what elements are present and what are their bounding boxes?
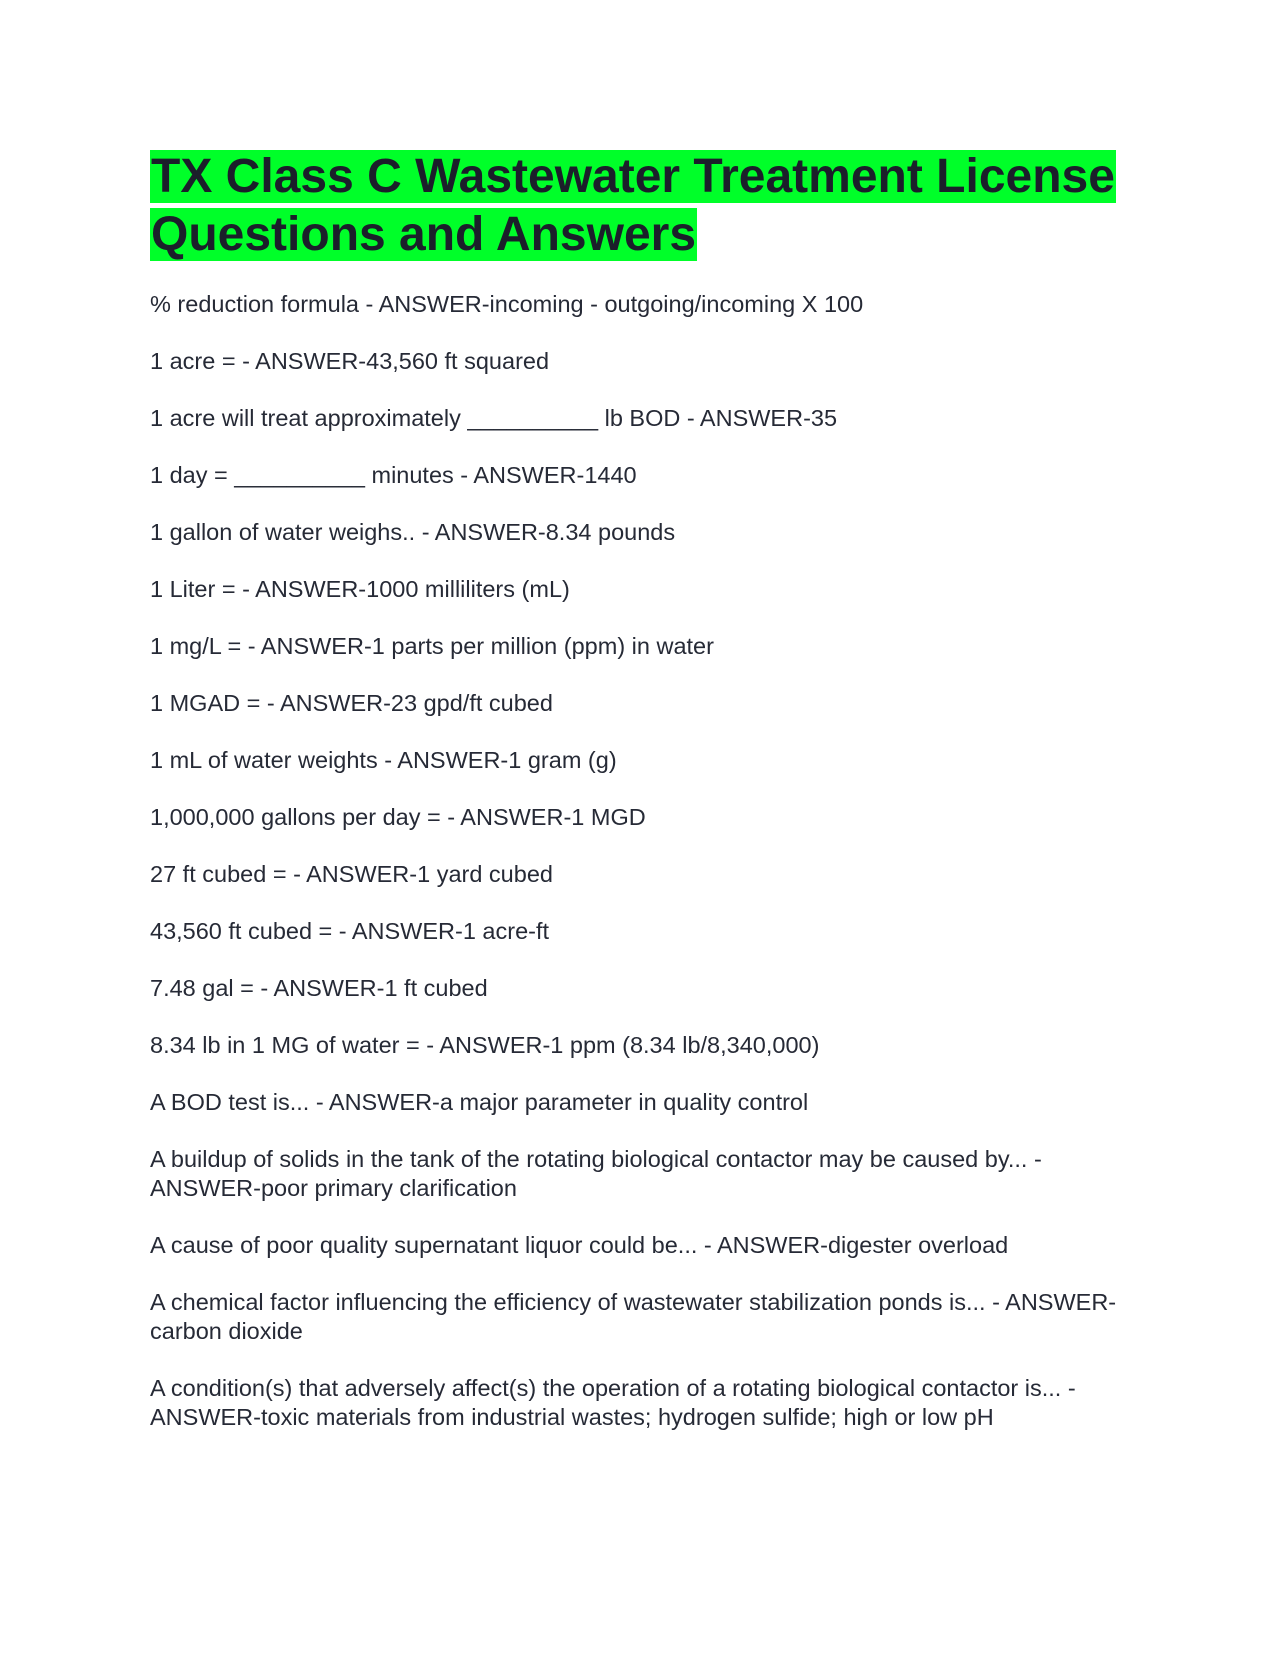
qa-item: 27 ft cubed = - ANSWER-1 yard cubed (150, 861, 553, 887)
document-page (150, 148, 1140, 1460)
qa-item: 1,000,000 gallons per day = - ANSWER-1 MGD (150, 804, 646, 830)
qa-item: 1 mL of water weights - ANSWER-1 gram (g) (150, 747, 617, 773)
qa-item: 1 acre will treat approximately __________ lb BOD - ANSWER-35 (150, 405, 838, 431)
qa-item: A cause of poor quality supernatant liquor could be... - ANSWER-digester overload (150, 1232, 1009, 1258)
qa-item: 1 MGAD = - ANSWER-23 gpd/ft cubed (150, 690, 553, 716)
qa-item: A condition(s) that adversely affect(s) the operation of a rotating biological contactor is... - ANSWER-toxic materials from industrial wastes; hydrogen sulfide; high or low pH (150, 1375, 1076, 1430)
qa-item: 7.48 gal = - ANSWER-1 ft cubed (150, 975, 488, 1001)
qa-item: 8.34 lb in 1 MG of water = - ANSWER-1 ppm (8.34 lb/8,340,000) (150, 1032, 820, 1058)
qa-item: % reduction formula - ANSWER-incoming - outgoing/incoming X 100 (150, 291, 864, 317)
qa-item: 1 gallon of water weighs.. - ANSWER-8.34 pounds (150, 519, 676, 545)
qa-item: A buildup of solids in the tank of the rotating biological contactor may be caused by... - ANSWER-poor primary clarification (150, 1146, 1042, 1201)
document-title (150, 148, 1140, 264)
qa-item: 1 mg/L = - ANSWER-1 parts per million (ppm) in water (150, 633, 714, 659)
qa-item: A BOD test is... - ANSWER-a major parameter in quality control (150, 1089, 809, 1115)
qa-list (150, 290, 1140, 1432)
qa-item: A chemical factor influencing the efficiency of wastewater stabilization ponds is... - ANSWER-carbon dioxide (150, 1289, 1117, 1344)
qa-item: 1 Liter = - ANSWER-1000 milliliters (mL) (150, 576, 570, 602)
qa-item: 1 acre = - ANSWER-43,560 ft squared (150, 348, 550, 374)
qa-item: 1 day = __________ minutes - ANSWER-1440 (150, 462, 637, 488)
title-highlight: TX Class C Wastewater Treatment License Questions and Answers (151, 150, 1115, 261)
qa-item: 43,560 ft cubed = - ANSWER-1 acre-ft (150, 918, 550, 944)
